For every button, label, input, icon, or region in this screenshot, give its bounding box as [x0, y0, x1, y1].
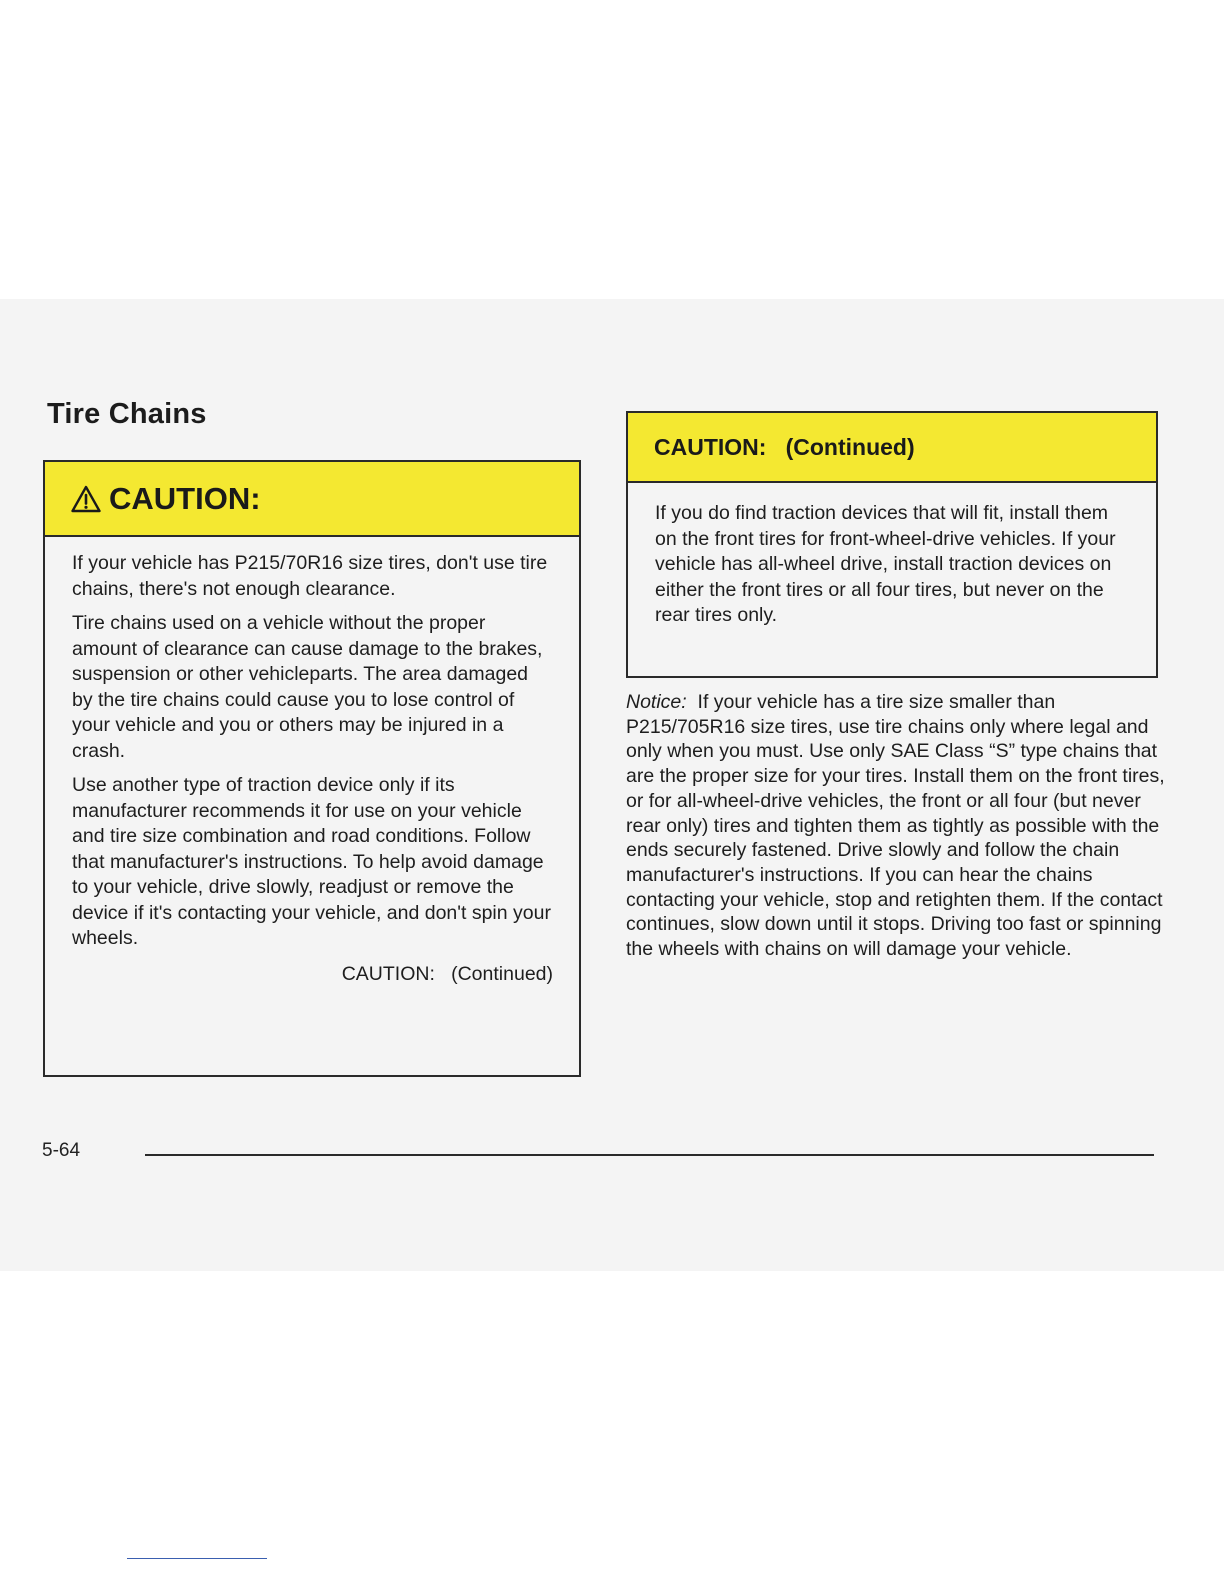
caution-paragraph: Tire chains used on a vehicle without the proper amount of clearance can cause damage to the brakes, suspension or other vehicleparts. The area damaged by the tire chains could cause you to lose control of your vehicle and you or others may be injured in a crash.	[72, 612, 543, 762]
caution-header	[45, 462, 579, 537]
bottom-divider	[127, 1558, 267, 1559]
page-number: 5-64	[42, 1140, 81, 1161]
caution-continued-body	[628, 483, 1156, 629]
notice-text: If your vehicle has a tire size smaller than P215/705R16 size tires, use tire chains only where legal and only when you must. Use only SAE Class “S” type chains that are the proper size for your tires. Install them on the front tires, or for all-wheel-drive vehicles, the front or all four (but never rear only) tires and tighten them as tightly as possible with the ends securely fastened. Drive slowly and follow the chain manufacturer's instructions. If you can hear the chains contacting your vehicle, stop and retighten them. If the contact continues, slow down until it stops. Driving too fast or spinning the wheels with chains on will damage your vehicle.	[626, 691, 1165, 961]
caution-continued-label: CAUTION: (Continued)	[341, 962, 553, 985]
warning-triangle-icon	[71, 485, 101, 513]
caution-continued-box	[626, 411, 1158, 678]
caution-body	[45, 537, 579, 987]
caution-paragraph: Use another type of traction device only if its manufacturer recommends it for use on your vehicle and tire size combination and road conditions. Follow that manufacturer's instructions. To help avoid damage to your vehicle, drive slowly, readjust or remove the device if it's contacting your vehicle, and don't spin your wheels.	[72, 774, 551, 949]
caution-continued-heading: CAUTION: (Continued)	[654, 433, 915, 460]
caution-paragraph: If you do find traction devices that will fit, install them on the front tires for front-wheel-drive vehicles. If your vehicle has all-wheel drive, install traction devices on either the front tires or all four tires, but never on the rear tires only.	[655, 502, 1116, 626]
section-title: Tire Chains	[47, 398, 207, 430]
caution-heading: CAUTION:	[109, 480, 261, 516]
caution-continued-header	[628, 413, 1156, 483]
notice-paragraph	[626, 690, 1166, 962]
caution-box	[43, 460, 581, 1077]
notice-label: Notice:	[626, 691, 687, 713]
footer-divider	[145, 1154, 1154, 1156]
caution-paragraph: If your vehicle has P215/70R16 size tires, don't use tire chains, there's not enough clearance.	[72, 552, 548, 600]
